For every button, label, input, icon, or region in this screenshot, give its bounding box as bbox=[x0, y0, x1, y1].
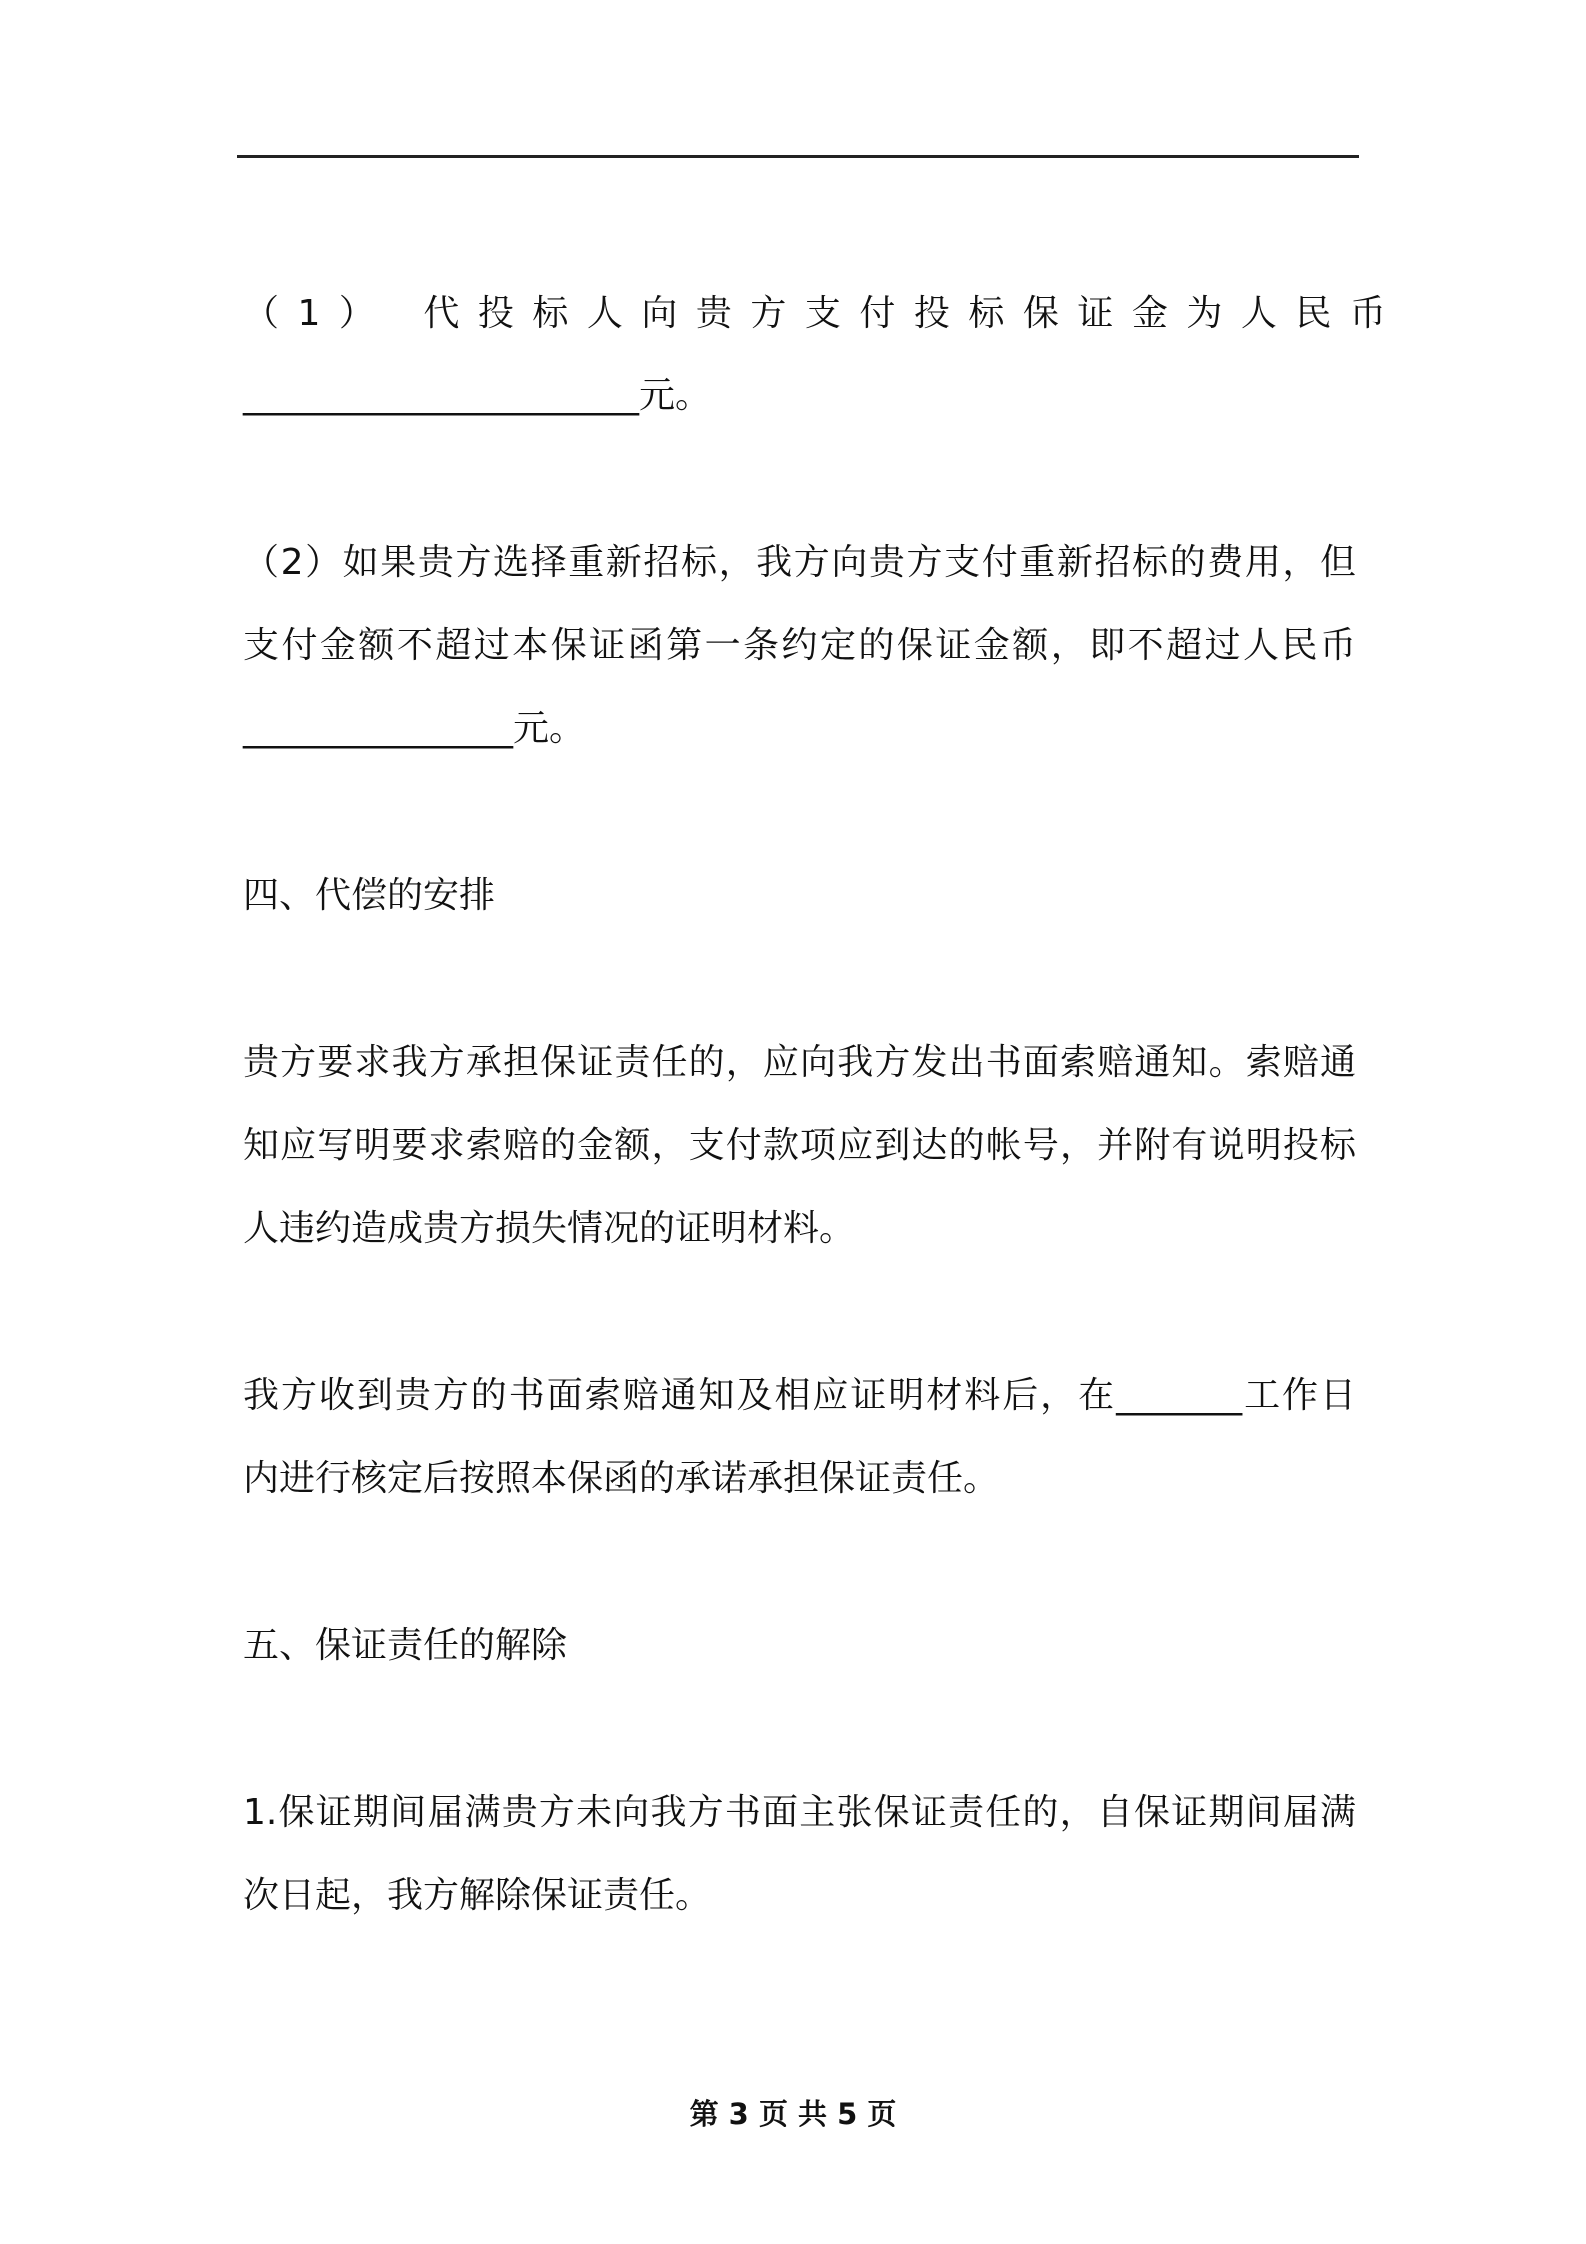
header-rule bbox=[237, 155, 1359, 158]
section-4-para-1-line-1: 贵方要求我方承担保证责任的，应向我方发出书面索赔通知。索赔通 bbox=[243, 1042, 1356, 1083]
clause-1-line-2: ______________________元。 bbox=[243, 375, 712, 416]
clause-2-line-3: _______________元。 bbox=[243, 708, 586, 749]
section-5-para-1-line-2: 次日起，我方解除保证责任。 bbox=[243, 1875, 712, 1916]
section-4-para-2-line-2: 内进行核定后按照本保函的承诺承担保证责任。 bbox=[243, 1458, 1000, 1499]
page-number-footer: 第 3 页 共 5 页 bbox=[689, 2097, 897, 2131]
clause-2-line-1: （2）如果贵方选择重新招标，我方向贵方支付重新招标的费用，但 bbox=[243, 542, 1356, 583]
clause-2-line-2: 支付金额不超过本保证函第一条约定的保证金额，即不超过人民币 bbox=[243, 625, 1356, 666]
section-4-para-2-line-1: 我方收到贵方的书面索赔通知及相应证明材料后，在_______工作日 bbox=[243, 1375, 1356, 1416]
section-5-heading: 五、保证责任的解除 bbox=[243, 1625, 568, 1666]
section-4-heading: 四、代偿的安排 bbox=[243, 875, 496, 916]
clause-1-line-1: （1） 代投标人向贵方支付投标保证金为人民币 bbox=[243, 293, 1405, 334]
section-4-para-1-line-2: 知应写明要求索赔的金额，支付款项应到达的帐号，并附有说明投标 bbox=[243, 1125, 1356, 1166]
section-4-para-1-line-3: 人违约造成贵方损失情况的证明材料。 bbox=[243, 1208, 856, 1249]
section-5-para-1-line-1: 1.保证期间届满贵方未向我方书面主张保证责任的，自保证期间届满 bbox=[243, 1792, 1356, 1833]
